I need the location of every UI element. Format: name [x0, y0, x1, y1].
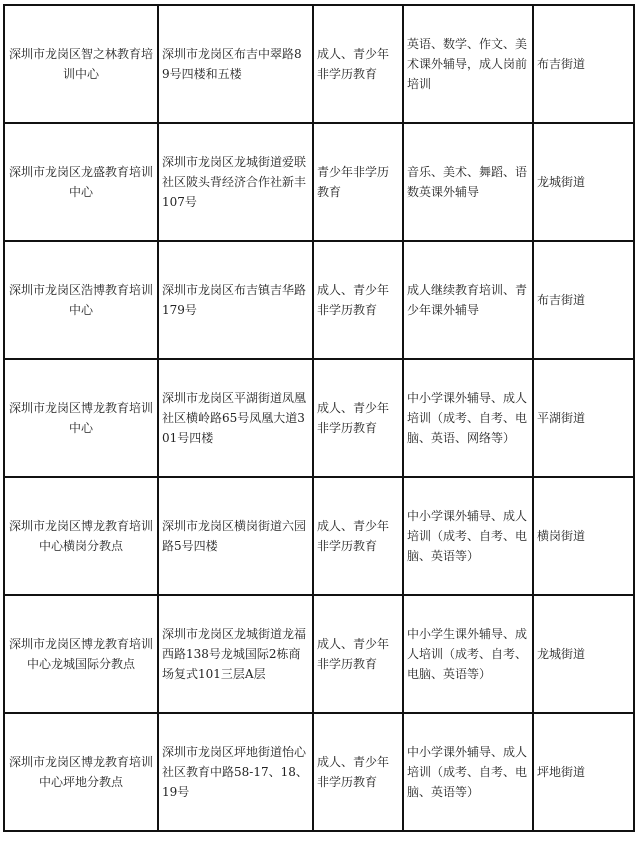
institution-address: 深圳市龙岗区龙城街道爱联社区陂头背经济合作社新丰107号 — [158, 123, 313, 241]
institution-name: 深圳市龙岗区博龙教育培训中心 — [4, 359, 158, 477]
table-row — [4, 5, 634, 123]
education-type: 成人、青少年非学历教育 — [313, 477, 403, 595]
education-type: 成人、青少年非学历教育 — [313, 5, 403, 123]
education-type: 成人、青少年非学历教育 — [313, 241, 403, 359]
street-district: 龙城街道 — [533, 595, 634, 713]
street-district: 龙城街道 — [533, 123, 634, 241]
street-district: 布吉街道 — [533, 241, 634, 359]
education-type: 成人、青少年非学历教育 — [313, 713, 403, 831]
table-row — [4, 477, 634, 595]
table-row — [4, 241, 634, 359]
institution-name: 深圳市龙岗区博龙教育培训中心龙城国际分教点 — [4, 595, 158, 713]
education-type: 成人、青少年非学历教育 — [313, 359, 403, 477]
street-district: 横岗街道 — [533, 477, 634, 595]
table-row — [4, 123, 634, 241]
training-scope: 成人继续教育培训、青少年课外辅导 — [403, 241, 533, 359]
training-scope: 中小学课外辅导、成人培训（成考、自考、电脑、英语、网络等） — [403, 359, 533, 477]
education-type: 青少年非学历教育 — [313, 123, 403, 241]
institution-name: 深圳市龙岗区智之林教育培训中心 — [4, 5, 158, 123]
training-scope: 中小学生课外辅导、成人培训（成考、自考、电脑、英语等） — [403, 595, 533, 713]
education-type: 成人、青少年非学历教育 — [313, 595, 403, 713]
training-institutions-table — [3, 4, 635, 832]
institution-name: 深圳市龙岗区博龙教育培训中心坪地分教点 — [4, 713, 158, 831]
institution-address: 深圳市龙岗区平湖街道凤凰社区横岭路65号凤凰大道301号四楼 — [158, 359, 313, 477]
institution-address: 深圳市龙岗区横岗街道六园路5号四楼 — [158, 477, 313, 595]
institution-address: 深圳市龙岗区布吉中翠路89号四楼和五楼 — [158, 5, 313, 123]
training-scope: 中小学课外辅导、成人培训（成考、自考、电脑、英语等） — [403, 713, 533, 831]
institution-name: 深圳市龙岗区浩博教育培训中心 — [4, 241, 158, 359]
training-scope: 英语、数学、作文、美术课外辅导，成人岗前培训 — [403, 5, 533, 123]
institution-address: 深圳市龙岗区龙城街道龙福西路138号龙城国际2栋商场复式101三层A层 — [158, 595, 313, 713]
institution-address: 深圳市龙岗区坪地街道怡心社区教育中路58-17、18、19号 — [158, 713, 313, 831]
street-district: 平湖街道 — [533, 359, 634, 477]
street-district: 布吉街道 — [533, 5, 634, 123]
training-scope: 音乐、美术、舞蹈、语数英课外辅导 — [403, 123, 533, 241]
street-district: 坪地街道 — [533, 713, 634, 831]
table-row — [4, 713, 634, 831]
training-scope: 中小学课外辅导、成人培训（成考、自考、电脑、英语等） — [403, 477, 533, 595]
institution-name: 深圳市龙岗区博龙教育培训中心横岗分教点 — [4, 477, 158, 595]
table-row — [4, 359, 634, 477]
table-row — [4, 595, 634, 713]
institution-address: 深圳市龙岗区布吉镇吉华路179号 — [158, 241, 313, 359]
institution-name: 深圳市龙岗区龙盛教育培训中心 — [4, 123, 158, 241]
